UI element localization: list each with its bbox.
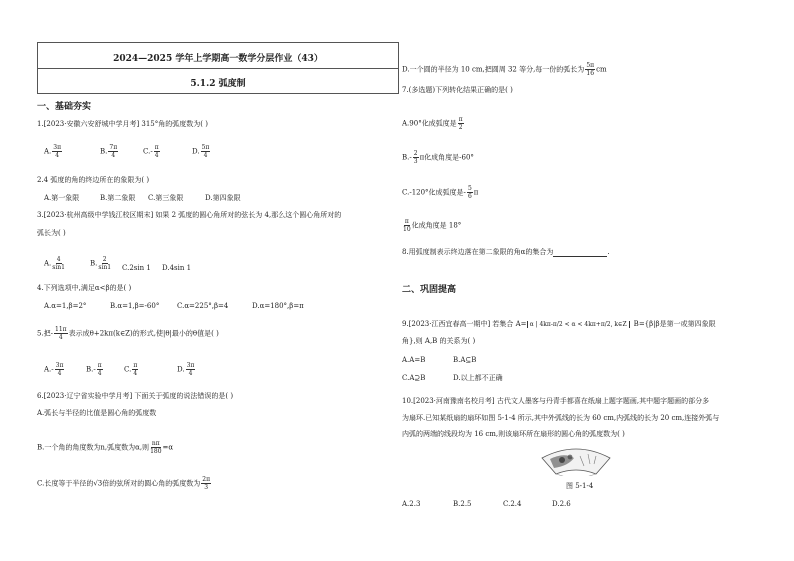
question-3-line1: 3.[2023·杭州高级中学钱江校区期末] 如果 2 弧度的圆心角所对的弦长为 4,那么这个圆心角所对的 <box>37 211 342 219</box>
q9-option-b: B.A⊆B <box>453 356 477 364</box>
question-10-line2: 为扇环.已知某纸扇的扇环如图 5-1-4 所示,其中外弧线的长为 60 cm,内弧线的长为 20 cm,连接外弧与 <box>402 414 720 422</box>
q5-option-c: C. $\frac{\pi}{4}$ <box>124 362 138 377</box>
section-heading-basic: 一、基础夯实 <box>37 102 92 112</box>
q1-option-d: D. $\frac{5\pi}{4}$ <box>192 144 210 159</box>
q4-option-a: A.α=1,β=2° <box>44 302 87 310</box>
worksheet-title: 2024—2025 学年上学期高一数学分层作业（43） <box>113 54 323 64</box>
question-6-stem: 6.[2023·辽宁省实验中学月考] 下面关于弧度的说法错误的是( ) <box>37 392 234 400</box>
q7-option-d: $\frac{\pi}{10}$ 化成角度是 18° <box>403 218 462 233</box>
q6-option-d: D.一个圆的半径为 10 cm,把圆周 32 等分,每一份的弧长为 $\frac{5\pi}{16}$ cm <box>402 62 607 77</box>
figure-caption: 图 5-1-4 <box>566 482 594 490</box>
q1-option-b: B. $\frac{7\pi}{4}$ <box>100 144 118 159</box>
question-9-line2: 角},则 A,B 的关系为( ) <box>402 337 476 345</box>
q4-option-d: D.α=180°,β=π <box>252 302 304 310</box>
question-2-stem: 2.4 弧度的角的终边所在的象限为( ) <box>37 176 150 184</box>
q3-option-a: A. $\frac{4}{\sin 1}$ <box>44 256 65 271</box>
q10-option-d: D.2.6 <box>552 500 571 508</box>
question-3-line2: 弧长为( ) <box>37 229 66 237</box>
q3-option-b: B. $\frac{2}{\sin 1}$ <box>90 256 112 271</box>
q2-option-d: D.第四象限 <box>205 194 241 202</box>
q10-option-a: A.2.3 <box>402 500 421 508</box>
q7-option-c: C.-120°化成弧度是- $\frac{5}{6}$ π <box>402 185 479 200</box>
question-10-line1: 10.[2023·河南豫南名校月考] 古代文人墨客与丹青手都喜在纸扇上题字题画,其中题字题画的部分多 <box>402 397 710 405</box>
q9-option-d: D.以上都不正确 <box>453 374 503 382</box>
q3-option-c: C.2sin 1 <box>122 264 151 272</box>
q4-option-b: B.α=1,β=-60° <box>110 302 160 310</box>
q5-option-a: A.- $\frac{3\pi}{4}$ <box>44 362 64 377</box>
q2-option-c: C.第三象限 <box>148 194 184 202</box>
question-8-stem: 8.用弧度制表示终边落在第二象限的角α的集合为 . <box>402 248 610 256</box>
question-5-stem: 5.把- $\frac{11\pi}{4}$ 表示成θ+2kπ(k∈Z)的形式,使|θ|最小的θ值是( ) <box>37 326 219 341</box>
q10-option-b: B.2.5 <box>453 500 472 508</box>
q7-option-b: B.- $\frac{2}{3}$ π化成角度是-60° <box>402 150 474 165</box>
q7-option-a: A.90°化成弧度是 $\frac{\pi}{2}$ <box>402 116 463 131</box>
question-10-line3: 内弧的两端的线段均为 16 cm,则该扇环所在扇形的圆心角的弧度数为( ) <box>402 430 625 438</box>
q1-option-a: A. $\frac{3\pi}{4}$ <box>44 144 62 159</box>
question-9-stem: 9.[2023·江西宜春高一期中] 若集合 A= α | 4kπ-π/2 < α < 4kπ+π/2, k∈Z B={β|β是第一或第四象限 <box>402 320 716 328</box>
fan-figure <box>540 446 612 476</box>
q2-option-b: B.第二象限 <box>100 194 136 202</box>
q1-option-c: C.- $\frac{\pi}{4}$ <box>143 144 159 159</box>
q9-option-c: C.A⊇B <box>402 374 426 382</box>
question-4-stem: 4.下列选项中,满足α<β的是( ) <box>37 284 132 292</box>
q5-option-b: B.- $\frac{\pi}{4}$ <box>86 362 102 377</box>
q3-option-d: D.4sin 1 <box>162 264 192 272</box>
header-divider <box>38 68 398 69</box>
q8-answer-blank[interactable] <box>553 249 607 257</box>
q6-option-c: C.长度等于半径的√3倍的弦所对的圆心角的弧度数为 $\frac{2\pi}{3}$ <box>37 476 211 491</box>
q5-option-d: D. $\frac{3\pi}{4}$ <box>177 362 195 377</box>
q9-option-a: A.A=B <box>402 356 426 364</box>
q6-option-b: B.一个角的角度数为n,弧度数为α,则 $\frac{n\pi}{180}$ =α <box>37 440 174 455</box>
q6-option-a: A.弧长与半径的比值是圆心角的弧度数 <box>37 409 157 417</box>
q10-option-c: C.2.4 <box>503 500 522 508</box>
q4-option-c: C.α=225°,β=4 <box>177 302 229 310</box>
lesson-title: 5.1.2 弧度制 <box>190 79 246 89</box>
question-1-stem: 1.[2023·安徽六安舒城中学月考] 315°角的弧度数为( ) <box>37 120 208 128</box>
question-7-stem: 7.(多选题)下列转化结果正确的是( ) <box>402 86 513 94</box>
q2-option-a: A.第一象限 <box>44 194 80 202</box>
section-heading-advanced: 二、巩固提高 <box>402 285 457 295</box>
worksheet-header <box>37 42 399 94</box>
